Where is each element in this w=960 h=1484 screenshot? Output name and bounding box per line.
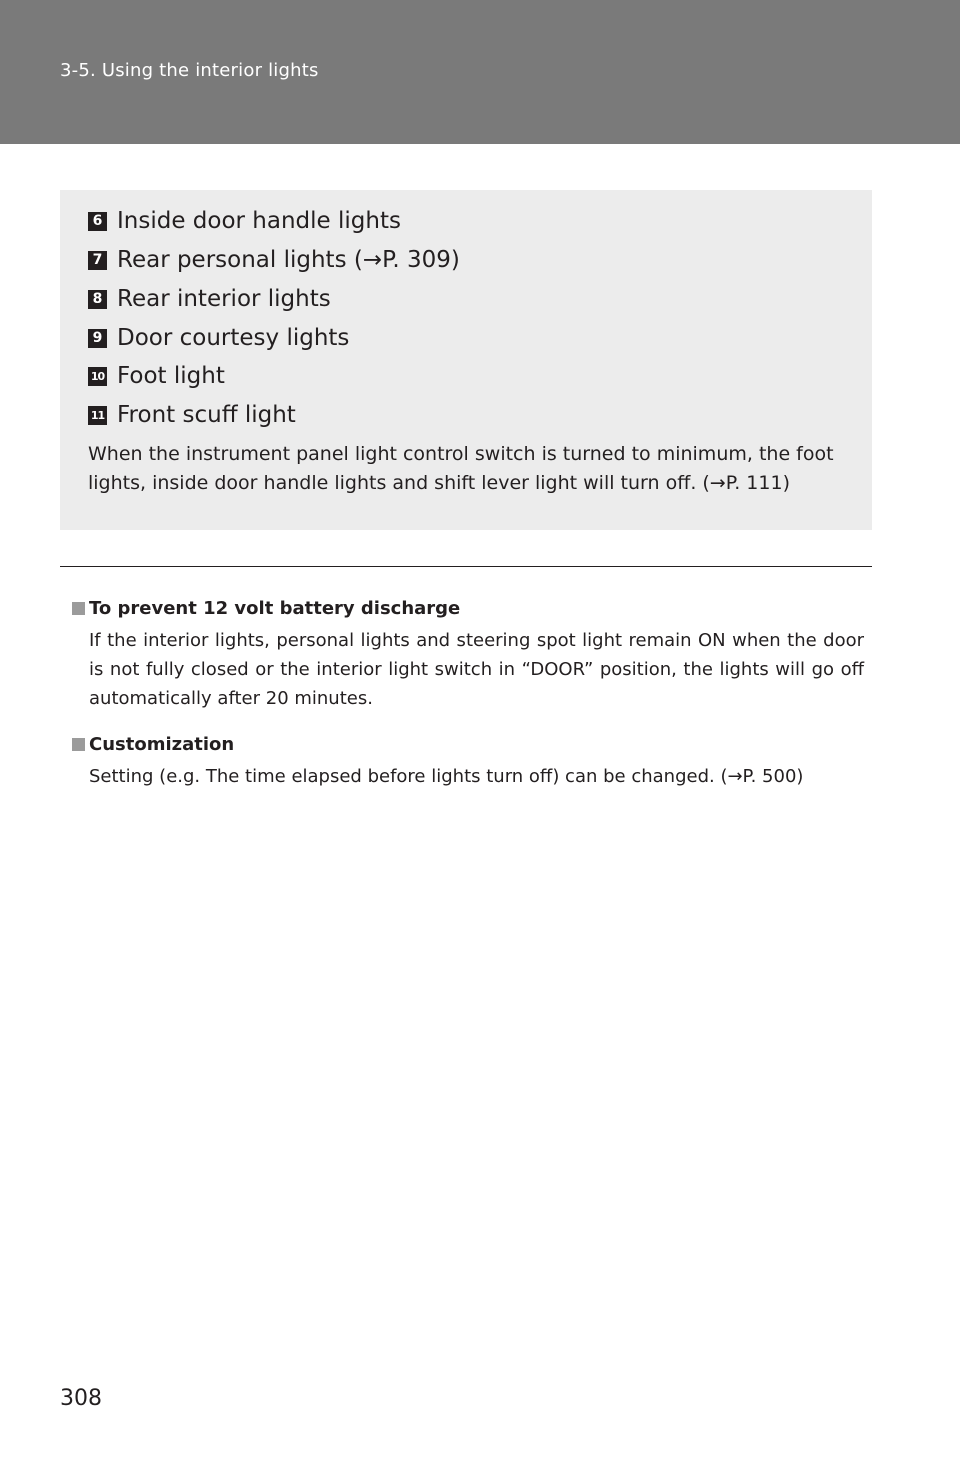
legend-item — [88, 205, 401, 237]
legend-item-label: Rear interior lights — [117, 286, 331, 312]
section-body: Setting (e.g. The time elapsed before lights turn off) can be changed. (→P. 500) — [89, 766, 804, 787]
legend-item-label: Front scuff light — [117, 402, 296, 428]
legend-note: When the instrument panel light control switch is turned to minimum, the foot lights, inside door handle lights and shift lever light will turn off. (→P. 111) — [88, 443, 834, 494]
legend-item-label: Foot light — [117, 363, 225, 389]
square-bullet-icon — [72, 738, 85, 751]
customization-section — [72, 730, 864, 791]
page-number: 308 — [60, 1386, 102, 1411]
section-heading-text: To prevent 12 volt battery discharge — [89, 597, 461, 619]
section-heading — [72, 594, 864, 622]
page-header — [0, 0, 960, 144]
number-11-icon: 11 — [88, 406, 107, 425]
section-body: If the interior lights, personal lights and steering spot light remain ON when the door is not fully closed or the interior light switch in “DOOR” position, the lights will go off automatically after 20 minutes. — [89, 630, 864, 709]
light-legend-box — [60, 190, 872, 530]
legend-item — [88, 283, 331, 315]
legend-item-label: Door courtesy lights — [117, 325, 350, 351]
legend-item — [88, 244, 460, 276]
number-6-icon: 6 — [88, 212, 107, 231]
number-7-icon: 7 — [88, 251, 107, 270]
legend-item-label: Inside door handle lights — [117, 208, 401, 234]
square-bullet-icon — [72, 602, 85, 615]
section-heading-text: Customization — [89, 733, 235, 755]
battery-discharge-section — [72, 594, 864, 713]
legend-item — [88, 399, 296, 431]
number-10-icon: 10 — [88, 367, 107, 386]
legend-item-label: Rear personal lights (→P. 309) — [117, 247, 460, 273]
number-8-icon: 8 — [88, 290, 107, 309]
divider-line — [60, 566, 872, 567]
section-title: 3-5. Using the interior lights — [60, 60, 319, 81]
number-9-icon: 9 — [88, 329, 107, 348]
legend-item — [88, 322, 349, 354]
legend-item — [88, 360, 225, 392]
section-heading — [72, 730, 864, 758]
